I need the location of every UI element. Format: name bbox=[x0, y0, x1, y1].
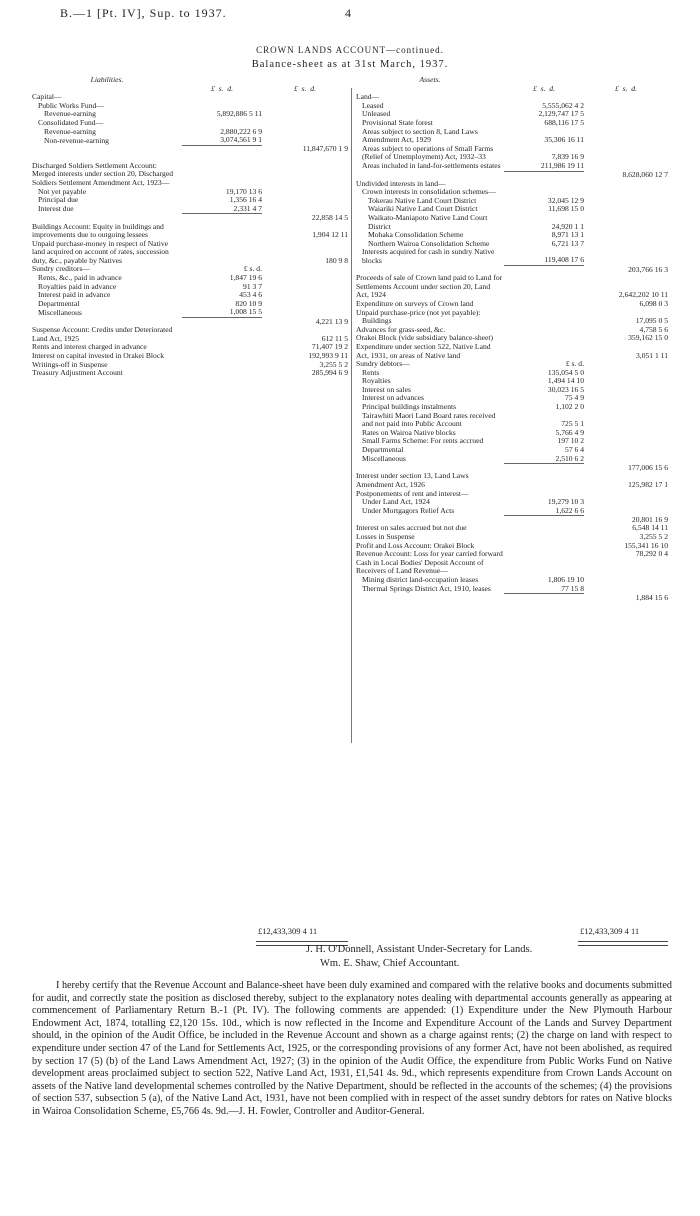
assets-item-label: Crown interests in consolidation schemes— bbox=[362, 187, 496, 197]
assets-sub-amount: 1,806 19 10 bbox=[547, 574, 584, 584]
liabilities-item-label: Interest due bbox=[38, 204, 74, 214]
assets-item-label: Small Farms Scheme: For rents accrued bbox=[362, 436, 484, 446]
assets-sub-amount bbox=[504, 594, 584, 603]
liabilities-sub-amount bbox=[182, 214, 262, 223]
liabilities-row bbox=[32, 188, 348, 197]
liabilities-main-amount: 180 9 8 bbox=[325, 255, 348, 265]
liabilities-item-label: Revenue-earning bbox=[44, 109, 96, 119]
assets-main-amount: 20,801 16 9 bbox=[631, 514, 668, 524]
assets-item-label: Orakei Block (vide subsidiary balance-sheet) bbox=[356, 333, 494, 343]
liabilities-sub-amount bbox=[182, 162, 262, 188]
assets-sub-amount: 57 6 4 bbox=[565, 445, 584, 455]
liabilities-sub-amount bbox=[182, 361, 262, 370]
assets-total-rule bbox=[578, 941, 668, 946]
liabilities-sub-amount bbox=[182, 369, 262, 378]
liabilities-main-amount bbox=[262, 274, 348, 283]
liabilities-item-label: Principal due bbox=[38, 195, 79, 205]
assets-sub-amount: 7,839 16 9 bbox=[551, 152, 584, 162]
assets-sub-amount: 119,408 17 6 bbox=[544, 255, 584, 265]
liabilities-main-amount bbox=[262, 196, 348, 205]
assets-item-label: Postponements of rent and interest— bbox=[356, 488, 469, 498]
liabilities-row bbox=[32, 162, 348, 188]
assets-sub-amount: 75 4 9 bbox=[565, 393, 584, 403]
assets-main-amount bbox=[584, 403, 668, 412]
assets-item-label: Under Land Act, 1924 bbox=[362, 497, 430, 507]
liabilities-row bbox=[32, 308, 348, 317]
assets-main-amount: 4,758 5 6 bbox=[639, 324, 668, 334]
assets-item-label: Royalties bbox=[362, 376, 391, 386]
assets-main-amount bbox=[584, 360, 668, 369]
liabilities-main-amount bbox=[262, 102, 348, 111]
assets-item-label: Provisional State forest bbox=[362, 117, 433, 127]
assets-sub-amount: 1,102 2 0 bbox=[555, 402, 584, 412]
liabilities-main-amount bbox=[262, 283, 348, 292]
liabilities-main-amount bbox=[262, 265, 348, 274]
liabilities-item-label: Unpaid purchase-money in respect of Native land acquired on account of rates, succession duty, &c., payable by Natives bbox=[32, 238, 169, 265]
liabilities-item-label: Not yet payable bbox=[38, 186, 87, 196]
assets-sub-amount: 135,054 5 0 bbox=[547, 367, 584, 377]
assets-sub-amount: 1,494 14 10 bbox=[547, 376, 584, 386]
assets-row bbox=[356, 472, 668, 489]
assets-main-amount: 6,548 14 11 bbox=[632, 523, 668, 533]
assets-sub-amount bbox=[504, 524, 584, 533]
liabilities-main-amount bbox=[262, 188, 348, 197]
assets-item-label: Undivided interests in land— bbox=[356, 178, 446, 188]
assets-main-amount bbox=[584, 429, 668, 438]
assets-main-amount bbox=[584, 128, 668, 145]
liabilities-row bbox=[32, 145, 348, 154]
assets-item-label: Profit and Loss Account: Orakei Block bbox=[356, 540, 475, 550]
liabilities-sub-amount: 2,880,222 6 9 bbox=[220, 126, 262, 136]
assets-main-amount bbox=[584, 180, 668, 189]
assets-item-label: Proceeds of sale of Crown land paid to Land for Settlements Account under section 20, Land Act, 1924 bbox=[356, 273, 503, 300]
assets-sub-amount bbox=[504, 180, 584, 189]
assets-sub-amount bbox=[504, 300, 584, 309]
liabilities-main-amount: 4,221 13 9 bbox=[315, 316, 348, 326]
liabilities-row bbox=[32, 223, 348, 240]
liabilities-row bbox=[32, 136, 348, 145]
liab-sub-currency-head: £ s. d. bbox=[211, 83, 233, 93]
liabilities-sub-amount bbox=[182, 240, 262, 266]
liabilities-item-label: Discharged Soldiers Settlement Account: Merged interests under section 20, Discharged Soldiers Settlement Amendment Act, 1923— bbox=[32, 160, 174, 188]
assets-main-amount: 125,982 17 1 bbox=[628, 479, 668, 489]
assets-main-amount bbox=[584, 446, 668, 455]
assets-main-amount bbox=[584, 240, 668, 249]
page-number: 4 bbox=[345, 6, 351, 20]
assets-item-label: Rents bbox=[362, 367, 380, 377]
signature-odonnell: J. H. O'Donnell, Assistant Under-Secretary for Lands. bbox=[306, 944, 533, 955]
assets-sub-amount: 30,023 16 5 bbox=[547, 384, 584, 394]
assets-item-label: Mohaka Consolidation Scheme bbox=[368, 230, 464, 240]
liabilities-main-amount: 11,847,670 1 9 bbox=[302, 144, 348, 154]
assets-item-label: Land— bbox=[356, 92, 380, 102]
assets-row bbox=[356, 214, 668, 231]
liabilities-sub-amount: 820 10 9 bbox=[235, 298, 262, 308]
assets-main-amount: 78,292 0 4 bbox=[635, 549, 668, 559]
assets-main-amount: 359,162 15 0 bbox=[628, 333, 668, 343]
column-divider bbox=[351, 88, 352, 743]
liabilities-sub-amount: 2,331 4 7 bbox=[233, 203, 262, 213]
liabilities-main-amount: 612 11 5 bbox=[321, 333, 348, 343]
assets-main-amount bbox=[584, 145, 668, 162]
liabilities-sub-amount bbox=[182, 93, 262, 102]
assets-sub-amount bbox=[504, 533, 584, 542]
assets-sub-amount: 32,045 12 9 bbox=[547, 195, 584, 205]
assets-sub-amount bbox=[504, 550, 584, 559]
assets-row bbox=[356, 369, 668, 378]
assets-item-label: Mining district land-occupation leases bbox=[362, 574, 479, 584]
assets-sub-amount: 5,555,062 4 2 bbox=[542, 100, 584, 110]
liabilities-main-amount: 3,255 5 2 bbox=[319, 359, 348, 369]
liabilities-sub-amount: 5,892,886 5 11 bbox=[216, 109, 262, 119]
assets-sub-amount bbox=[504, 309, 584, 318]
liabilities-item-label: Consolidated Fund— bbox=[38, 117, 104, 127]
liabilities-item-label: Departmental bbox=[38, 298, 80, 308]
assets-item-label: Thermal Springs District Act, 1910, leases bbox=[362, 584, 491, 594]
assets-sub-amount: 6,721 13 7 bbox=[551, 238, 584, 248]
liabilities-item-label: Sundry creditors— bbox=[32, 264, 90, 274]
liabilities-item-label: Writings-off in Suspense bbox=[32, 359, 108, 369]
assets-item-label: Tokerau Native Land Court District bbox=[368, 195, 477, 205]
liabilities-table bbox=[32, 76, 348, 378]
assets-sub-amount: 1,622 6 6 bbox=[555, 505, 584, 515]
assets-item-label: Expenditure on surveys of Crown land bbox=[356, 298, 474, 308]
assets-row bbox=[356, 559, 668, 576]
liabilities-row bbox=[32, 326, 348, 343]
liabilities-row bbox=[32, 291, 348, 300]
assets-main-amount bbox=[584, 110, 668, 119]
assets-item-label: Interest on advances bbox=[362, 393, 424, 403]
assets-item-label bbox=[356, 594, 504, 603]
assets-main-amount bbox=[584, 412, 668, 429]
assets-item-label: Revenue Account: Loss for year carried forward bbox=[356, 549, 503, 559]
asset-main-currency-head: £ s. d. bbox=[615, 83, 637, 93]
assets-main-amount bbox=[584, 214, 668, 231]
assets-sub-amount: 725 5 1 bbox=[561, 419, 584, 429]
assets-item-label: Northern Wairoa Consolidation Scheme bbox=[368, 238, 490, 248]
liabilities-sub-amount bbox=[182, 326, 262, 343]
assets-row bbox=[356, 162, 668, 171]
assets-item-label: Expenditure under section 522, Native Land Act, 1931, on areas of Native land bbox=[356, 341, 491, 360]
assets-sub-amount: 8,971 13 1 bbox=[551, 230, 584, 240]
assets-sub-amount: 19,279 10 3 bbox=[547, 497, 584, 507]
assets-row bbox=[356, 145, 668, 162]
assets-row bbox=[356, 128, 668, 145]
liabilities-item-label: Buildings Account: Equity in buildings and improvements due to outgoing lessees bbox=[32, 221, 164, 240]
liabilities-item-label: Interest paid in advance bbox=[38, 290, 111, 300]
assets-main-amount bbox=[584, 188, 668, 197]
liabilities-row bbox=[32, 196, 348, 205]
liabilities-item-label: Rents and interest charged in advance bbox=[32, 342, 147, 352]
liab-main-currency-head: £ s. d. bbox=[294, 83, 316, 93]
liabilities-main-amount: 22,858 14 5 bbox=[311, 212, 348, 222]
asset-sub-currency-head: £ s. d. bbox=[533, 83, 555, 93]
assets-item-label: Principal buildings instalments bbox=[362, 402, 457, 412]
assets-main-amount bbox=[584, 102, 668, 111]
liabilities-sub-amount: 453 4 6 bbox=[239, 290, 262, 300]
assets-item-label: Unleased bbox=[362, 109, 391, 119]
assets-row bbox=[356, 360, 668, 369]
assets-item-label: Advances for grass-seed, &c. bbox=[356, 324, 446, 334]
assets-sub-amount bbox=[504, 464, 584, 473]
page-reference: B.—1 [Pt. IV], Sup. to 1937. bbox=[60, 6, 227, 20]
assets-sub-amount bbox=[504, 326, 584, 335]
assets-item-label: Interest on sales bbox=[362, 384, 411, 394]
liabilities-item-label: Royalties paid in advance bbox=[38, 281, 117, 291]
liabilities-main-amount bbox=[262, 110, 348, 119]
assets-sub-amount: 11,698 15 0 bbox=[548, 204, 584, 214]
assets-row bbox=[356, 455, 668, 464]
assets-sub-amount: 197 10 2 bbox=[557, 436, 584, 446]
assets-item-label: Losses in Suspense bbox=[356, 531, 415, 541]
assets-item-label: Miscellaneous bbox=[362, 454, 406, 464]
liabilities-sub-amount bbox=[182, 223, 262, 240]
assets-main-amount: 155,341 16 10 bbox=[624, 540, 668, 550]
assets-main-amount: 2,642,202 10 11 bbox=[618, 290, 668, 300]
assets-item-label: Under Mortgagors Relief Acts bbox=[362, 506, 455, 516]
assets-main-amount bbox=[584, 197, 668, 206]
assets-item-label: Cash in Local Bodies' Deposit Account of Receivers of Land Revenue— bbox=[356, 557, 484, 576]
assets-main-amount bbox=[584, 231, 668, 240]
assets-main-amount bbox=[584, 119, 668, 128]
liabilities-main-amount: 71,407 19 2 bbox=[311, 342, 348, 352]
assets-item-label: Unpaid purchase-price (not yet payable): bbox=[356, 307, 481, 317]
liabilities-sub-amount: 1,008 15 5 bbox=[229, 307, 262, 317]
liabilities-main-amount bbox=[262, 128, 348, 137]
liabilities-item-label: Miscellaneous bbox=[38, 307, 82, 317]
assets-item-label: Sundry debtors— bbox=[356, 359, 410, 369]
assets-sub-amount: 2,129,747 17 5 bbox=[538, 109, 584, 119]
liabilities-main-amount: 285,994 6 9 bbox=[311, 368, 348, 378]
assets-main-amount bbox=[584, 498, 668, 507]
assets-row bbox=[356, 274, 668, 300]
assets-row bbox=[356, 507, 668, 516]
assets-item-label: Areas subject to section 8, Land Laws Amendment Act, 1929 bbox=[362, 126, 478, 145]
assets-main-amount bbox=[584, 559, 668, 576]
assets-row bbox=[356, 594, 668, 603]
assets-main-amount bbox=[584, 205, 668, 214]
assets-row bbox=[356, 248, 668, 265]
liabilities-item-label: Revenue-earning bbox=[44, 126, 96, 136]
assets-sub-amount bbox=[504, 343, 584, 360]
assets-sub-amount bbox=[504, 559, 584, 576]
assets-main-amount: 17,095 0 5 bbox=[635, 316, 668, 326]
liabilities-item-label: Interest on capital invested in Orakei Block bbox=[32, 350, 165, 360]
assets-sub-amount: 211,986 19 11 bbox=[540, 160, 584, 170]
liabilities-main-amount: 192,993 9 11 bbox=[308, 350, 348, 360]
liabilities-sub-amount: 91 3 7 bbox=[243, 281, 262, 291]
assets-sub-amount: 24,920 1 1 bbox=[551, 221, 584, 231]
liabilities-sub-amount bbox=[182, 343, 262, 352]
assets-row bbox=[356, 102, 668, 111]
assets-main-amount: 177,006 15 6 bbox=[628, 462, 668, 472]
liabilities-main-amount: 1,904 12 11 bbox=[312, 230, 348, 240]
assets-total: £12,433,309 4 11 bbox=[580, 926, 640, 936]
assets-sub-amount: 5,766 4 9 bbox=[555, 427, 584, 437]
assets-main-amount: 3,051 1 11 bbox=[636, 350, 668, 360]
assets-item-label: Leased bbox=[362, 100, 384, 110]
assets-item-label: Interest on sales accrued but not due bbox=[356, 523, 467, 533]
signature-shaw: Wm. E. Shaw, Chief Accountant. bbox=[320, 958, 460, 969]
assets-main-amount bbox=[584, 377, 668, 386]
assets-sub-amount bbox=[504, 516, 584, 525]
assets-sub-amount bbox=[504, 542, 584, 551]
assets-main-amount: 3,255 5 2 bbox=[639, 531, 668, 541]
liabilities-sub-amount: £ s. d. bbox=[243, 264, 262, 274]
liabilities-row bbox=[32, 205, 348, 214]
assets-main-amount bbox=[584, 394, 668, 403]
liabilities-total: £12,433,309 4 11 bbox=[258, 926, 318, 936]
assets-row bbox=[356, 412, 668, 429]
assets-item-label: Tairawhiti Maori Land Board rates received and not paid into Public Account bbox=[362, 410, 496, 429]
assets-sub-amount: 35,306 16 11 bbox=[544, 135, 584, 145]
liabilities-item-label: Public Works Fund— bbox=[38, 100, 104, 110]
assets-sub-amount: 2,510 6 2 bbox=[555, 453, 584, 463]
liabilities-row bbox=[32, 240, 348, 266]
liabilities-sub-amount: 1,356 16 4 bbox=[229, 195, 262, 205]
liabilities-sub-amount: 3,074,561 9 1 bbox=[220, 135, 262, 145]
assets-item-label: Waikato-Maniapoto Native Land Court District bbox=[368, 213, 488, 231]
assets-main-amount bbox=[584, 369, 668, 378]
assets-item-label: Areas included in land-for-settlements estates bbox=[362, 161, 501, 171]
assets-row bbox=[356, 309, 668, 318]
assets-item-label: Interests acquired for cash in sundry Native blocks bbox=[362, 247, 495, 265]
assets-table bbox=[356, 76, 668, 602]
assets-sub-amount bbox=[504, 274, 584, 300]
liabilities-sub-amount: 1,847 19 6 bbox=[229, 273, 262, 283]
assets-item-label: Rates on Wairoa Native blocks bbox=[362, 427, 456, 437]
assets-main-amount: 1,884 15 6 bbox=[635, 592, 668, 602]
liabilities-item-label: Rents, &c., paid in advance bbox=[38, 273, 122, 283]
assets-main-amount: 8,628,060 12 7 bbox=[622, 170, 668, 180]
assets-item-label: Departmental bbox=[362, 445, 404, 455]
balance-sheet-title: Balance-sheet as at 31st March, 1937. bbox=[251, 59, 449, 70]
liabilities-sub-amount bbox=[182, 352, 262, 361]
audit-certificate: I hereby certify that the Revenue Account and Balance-sheet have been duly examined and compared with the relative books and documents submitted for audit, and correctly state the position as disclosed thereby, subject to the explanatory notes dealing with departmental accounts generally as appearing at commencement of Parliamentary Return B.-1 (Pt. IV). The following comments are appended: (1) Expenditure under the New Plymouth Harbour Endowment Act, 1874, totalling £2,120 15s. 10d., which is now reflected in the Income and Expenditure Account of the Lands and Survey Department should, in the opinion of the Audit Office, be included in the Revenue Account and shown as a charge against rents; (2) the charge on land with respect to expenditure under section 47 of the Land for Settlements Act, 1925, or the corresponding provisions of any former Act, have not been abolished, as required by section 17 (5) (b) of the Land Laws Amendment Act, 1927; (3) in the opinion of the Audit Office, the expenditure from Public Works Fund on Native development areas proclaimed subject to section 522, Native Land Act, 1931, £1,541 4s. 9d., which represents expenditure from Crown Lands Account on assets of the Native land developmental schemes controlled by the Native Department, should be reflected in the accounts of the schemes; (4) the provisions of section 537, subsection 5 (a), of the Native Land Act, 1931, have not been complied with in respect of the asset sundry debtors for rates on Native blocks in Wairoa Consolidation Scheme, £5,766 4s. 9d.—J. H. Fowler, Controller and Auditor-General. bbox=[32, 980, 672, 1117]
assets-item-label: Buildings bbox=[362, 316, 392, 326]
assets-row bbox=[356, 343, 668, 360]
liabilities-main-amount bbox=[262, 162, 348, 188]
assets-sub-amount bbox=[504, 266, 584, 275]
assets-row bbox=[356, 93, 668, 102]
liabilities-item-label bbox=[32, 145, 182, 154]
assets-main-amount: 203,766 16 3 bbox=[628, 264, 668, 274]
assets-sub-amount bbox=[504, 171, 584, 180]
assets-main-amount bbox=[584, 437, 668, 446]
liabilities-sub-amount bbox=[182, 318, 262, 327]
assets-sub-amount: £ s. d. bbox=[565, 359, 584, 369]
assets-main-amount: 6,098 0 3 bbox=[639, 298, 668, 308]
liabilities-main-amount bbox=[262, 300, 348, 309]
liabilities-row bbox=[32, 128, 348, 137]
assets-item-label: Interest under section 13, Land Laws Amendment Act, 1926 bbox=[356, 471, 469, 489]
assets-item-label: Waiariki Native Land Court District bbox=[368, 204, 478, 214]
assets-row bbox=[356, 585, 668, 594]
liabilities-main-amount bbox=[262, 119, 348, 128]
liabilities-item-label: Suspense Account: Credits under Deteriorated Land Act, 1925 bbox=[32, 325, 173, 343]
account-title: CROWN LANDS ACCOUNT—continued. bbox=[256, 45, 444, 55]
liabilities-sub-amount bbox=[182, 145, 262, 154]
liabilities-main-amount bbox=[262, 93, 348, 102]
assets-sub-amount: 688,116 17 5 bbox=[544, 117, 584, 127]
assets-main-amount bbox=[584, 576, 668, 585]
assets-main-amount bbox=[584, 490, 668, 499]
assets-main-amount bbox=[584, 93, 668, 102]
assets-heading: Assets. bbox=[419, 75, 441, 84]
liabilities-item-label: Capital— bbox=[32, 92, 62, 102]
assets-sub-amount bbox=[504, 472, 584, 489]
assets-sub-amount bbox=[504, 317, 584, 326]
assets-main-amount bbox=[584, 386, 668, 395]
liabilities-heading: Liabilities. bbox=[90, 75, 124, 84]
liabilities-sub-amount: 19,170 13 6 bbox=[225, 186, 262, 196]
assets-sub-amount: 77 15 8 bbox=[561, 583, 584, 593]
liabilities-item-label: Treasury Adjustment Account bbox=[32, 368, 123, 378]
liabilities-item-label: Non-revenue-earning bbox=[44, 135, 109, 145]
liabilities-row bbox=[32, 369, 348, 378]
assets-main-amount bbox=[584, 248, 668, 265]
assets-item-label: Areas subject to operations of Small Farms (Relief of Unemployment) Act, 1932–33 bbox=[362, 143, 494, 162]
liabilities-main-amount bbox=[262, 291, 348, 300]
assets-sub-amount bbox=[504, 334, 584, 343]
